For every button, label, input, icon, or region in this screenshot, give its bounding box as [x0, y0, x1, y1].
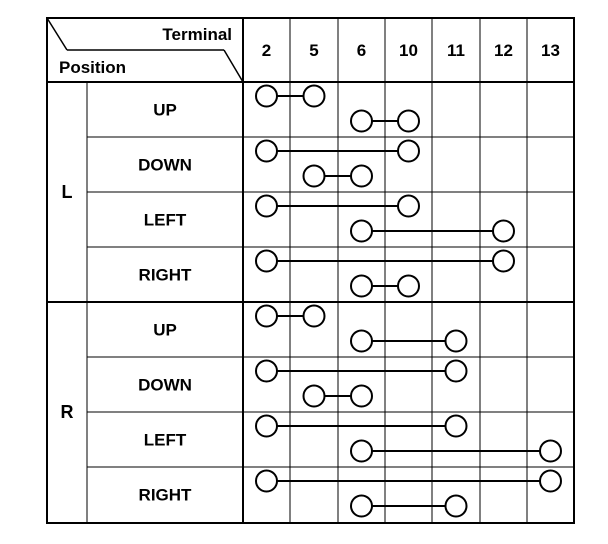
- terminal-header: 11: [447, 41, 465, 60]
- terminal-circle: [256, 86, 277, 107]
- terminal-circle: [398, 276, 419, 297]
- terminal-circle: [351, 166, 372, 187]
- terminal-circle: [351, 111, 372, 132]
- continuity-connection: [351, 496, 467, 517]
- terminal-circle: [351, 276, 372, 297]
- terminal-header: 13: [541, 41, 560, 60]
- terminal-circle: [304, 306, 325, 327]
- position-label: LEFT: [143, 430, 187, 450]
- terminal-circle: [351, 386, 372, 407]
- position-label: LEFT: [143, 210, 187, 230]
- group-label: R: [60, 402, 74, 422]
- position-label: RIGHT: [138, 485, 192, 505]
- header-corner: [47, 18, 243, 82]
- terminal-header: 10: [399, 41, 418, 60]
- position-heading: Position: [59, 58, 127, 77]
- position-label: UP: [153, 320, 177, 340]
- terminal-headers: [262, 41, 560, 60]
- terminal-header: 2: [261, 41, 272, 60]
- continuity-connection: [256, 361, 467, 382]
- continuity-connection: [256, 416, 467, 437]
- terminal-circle: [398, 141, 419, 162]
- terminal-circle: [351, 496, 372, 517]
- terminal-circle: [540, 441, 561, 462]
- terminal-circle: [256, 141, 277, 162]
- terminal-circle: [351, 331, 372, 352]
- terminal-circle: [256, 251, 277, 272]
- terminal-circle: [446, 416, 467, 437]
- terminal-circle: [446, 361, 467, 382]
- group-label: L: [61, 182, 73, 202]
- terminal-circle: [398, 196, 419, 217]
- terminal-circle: [256, 361, 277, 382]
- terminal-circle: [493, 221, 514, 242]
- position-label: UP: [153, 100, 177, 120]
- terminal-circle: [540, 471, 561, 492]
- terminal-header: 12: [494, 41, 513, 60]
- continuity-connection: [351, 331, 467, 352]
- position-label: RIGHT: [138, 265, 192, 285]
- terminal-circle: [256, 471, 277, 492]
- terminal-circle: [398, 111, 419, 132]
- terminal-circle: [304, 386, 325, 407]
- terminal-heading: Terminal: [162, 25, 232, 44]
- terminal-circle: [351, 221, 372, 242]
- terminal-circle: [351, 441, 372, 462]
- terminal-circle: [256, 416, 277, 437]
- position-label: DOWN: [138, 155, 192, 175]
- terminal-circle: [256, 196, 277, 217]
- terminal-circle: [256, 306, 277, 327]
- position-label: DOWN: [138, 375, 192, 395]
- terminal-header: 5: [309, 41, 319, 60]
- terminal-circle: [446, 331, 467, 352]
- terminal-circle: [304, 86, 325, 107]
- terminal-circle: [446, 496, 467, 517]
- terminal-circle: [493, 251, 514, 272]
- continuity-connection: [256, 471, 561, 492]
- continuity-connection: [351, 441, 561, 462]
- terminal-circle: [304, 166, 325, 187]
- terminal-header: 6: [356, 41, 367, 60]
